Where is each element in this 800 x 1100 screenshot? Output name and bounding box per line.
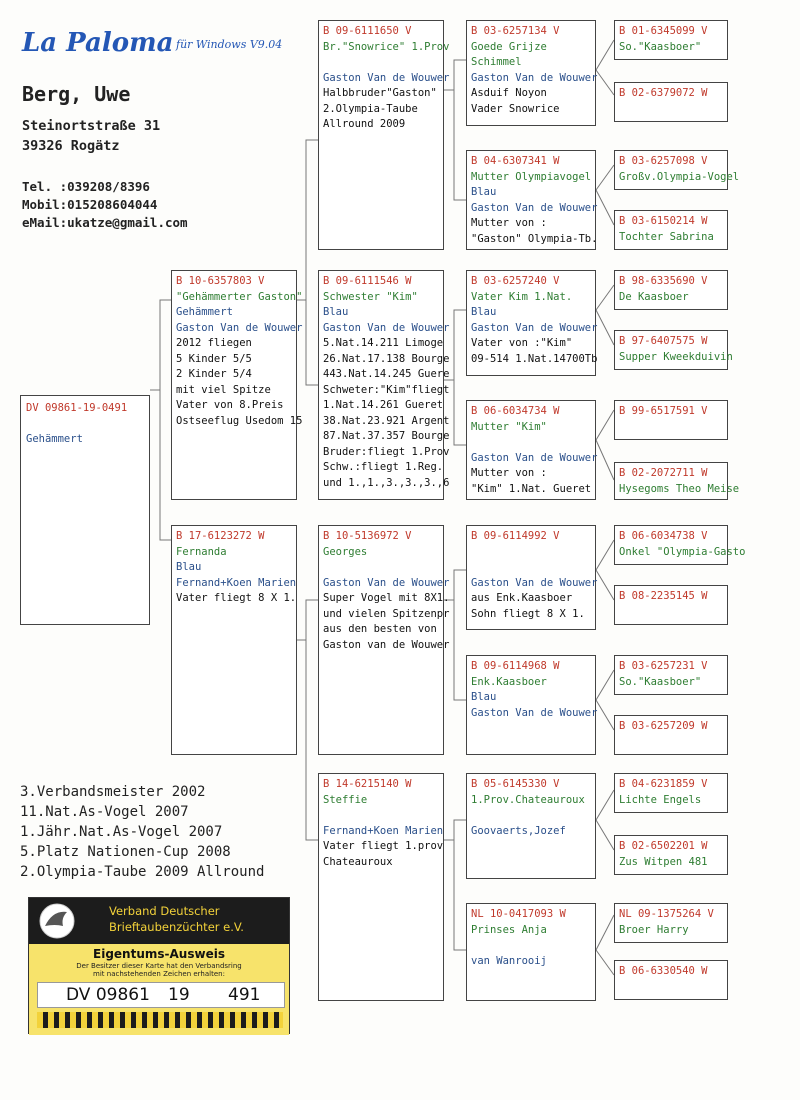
remark: Sohn fliegt 8 X 1. xyxy=(471,607,585,620)
pedigree-box-gen3-1 xyxy=(466,20,596,126)
pedigree-box-gen4-5 xyxy=(614,270,728,310)
ring-number: NL 09-1375264 V xyxy=(619,908,714,920)
breeder: Gaston Van de Wouwer xyxy=(471,576,598,589)
remark: 2 Kinder 5/4 xyxy=(176,368,252,380)
pedigree-box-gen4-11 xyxy=(614,655,728,695)
bird-name: So."Kaasboer" xyxy=(619,40,702,53)
remark: 5 Kinder 5/5 xyxy=(176,352,252,365)
breeder: Fernand+Koen Marien xyxy=(323,824,444,837)
card-header xyxy=(29,898,289,944)
achievement-item: 11.Nat.As-Vogel 2007 xyxy=(20,804,189,820)
remark: aus den besten von xyxy=(323,623,437,635)
ring-number: B 03-6257134 V xyxy=(471,25,560,37)
bird-color: Gehämmert xyxy=(176,306,233,318)
breeder: Gaston Van de Wouwer xyxy=(471,451,598,464)
main-bird-ring: DV 09861-19-0491 xyxy=(26,402,128,414)
card-pattern-strip xyxy=(37,1012,283,1028)
remark: Vater von :"Kim" xyxy=(471,337,573,349)
bird-name: Lichte Engels xyxy=(619,793,702,806)
breeder: Gaston Van de Wouwer xyxy=(323,71,450,84)
ring-number: B 06-6330540 W xyxy=(619,965,708,977)
card-ring-field xyxy=(37,982,285,1008)
bird-name: Broer Harry xyxy=(619,923,689,936)
pedigree-box-gen4-15 xyxy=(614,903,728,943)
ring-number: B 97-6407575 W xyxy=(619,335,708,347)
remark: 1.Nat.14.261 Gueret xyxy=(323,399,444,411)
remark: Asduif Noyon xyxy=(471,87,547,99)
ring-number: B 04-6307341 W xyxy=(471,155,560,167)
app-logo-subtitle: für Windows V9.04 xyxy=(176,38,283,51)
ring-number: B 03-6257098 V xyxy=(619,155,708,167)
pedigree-box-gen3-3 xyxy=(466,270,596,376)
pedigree-box-gen4-9 xyxy=(614,525,746,565)
remark: Allround 2009 xyxy=(323,118,406,130)
remark: 26.Nat.17.138 Bourge xyxy=(323,352,450,365)
remark: Chateauroux xyxy=(323,855,393,868)
ring-number: NL 10-0417093 W xyxy=(471,908,566,920)
bird-name: Enk.Kaasboer xyxy=(471,675,547,688)
pedigree-box-gen3-8 xyxy=(466,903,596,1001)
pedigree-box-father xyxy=(171,270,303,500)
ring-number: B 98-6335690 V xyxy=(619,275,708,287)
breeder: Fernand+Koen Marien xyxy=(176,576,297,589)
bird-name: Schwester "Kim" xyxy=(323,290,418,303)
remark: Vater fliegt 1.prov xyxy=(323,840,444,852)
remark: mit viel Spitze xyxy=(176,383,271,396)
owner-street: Steinortstraße 31 xyxy=(22,118,161,134)
bird-name: Prinses Anja xyxy=(471,923,547,936)
card-desc-line1: Der Besitzer dieser Karte hat den Verbandsring xyxy=(76,962,242,970)
breeder: Gaston Van de Wouwer xyxy=(471,706,598,719)
breeder: Gaston Van de Wouwer xyxy=(471,71,598,84)
bird-name: "Gehämmerter Gaston" xyxy=(176,290,303,303)
ring-number: B 03-6257209 W xyxy=(619,720,708,732)
ring-number: B 09-6114968 W xyxy=(471,660,560,672)
ring-number: B 10-5136972 V xyxy=(323,530,412,542)
pedigree-box-mm xyxy=(318,773,444,1001)
pedigree-box-gen4-10 xyxy=(614,585,728,625)
card-desc-line2: mit nachstehenden Zeichen erhalten: xyxy=(93,970,225,978)
remark: Bruder:fliegt 1.Prov xyxy=(323,445,450,458)
achievement-item: 3.Verbandsmeister 2002 xyxy=(20,784,206,800)
breeder: Goovaerts,Jozef xyxy=(471,824,566,837)
achievements-list xyxy=(20,782,264,882)
ring-number: B 06-6034738 V xyxy=(619,530,708,542)
remark: 2.Olympia-Taube xyxy=(323,102,418,115)
bird-name: Steffie xyxy=(323,793,368,806)
pedigree-box-ff xyxy=(318,20,450,250)
ring-number: B 03-6150214 W xyxy=(619,215,708,227)
bird-name: Mutter Olympiavogel xyxy=(471,170,592,183)
remark: Vater von 8.Preis xyxy=(176,399,284,411)
bird-name: Onkel "Olympia-Gasto xyxy=(619,545,746,558)
bird-name: De Kaasboer xyxy=(619,290,689,303)
app-logo: La Paloma xyxy=(22,28,174,58)
remark: und vielen Spitzenpr xyxy=(323,607,450,620)
bird-color: Schimmel xyxy=(471,56,522,68)
bird-name: Hysegoms Theo Meise xyxy=(619,482,740,495)
achievement-item: 5.Platz Nationen-Cup 2008 xyxy=(20,844,231,860)
ring-number: B 03-6257231 V xyxy=(619,660,708,672)
pedigree-box-gen4-3 xyxy=(614,150,740,190)
bird-name: Fernanda xyxy=(176,545,227,558)
bird-color: Blau xyxy=(323,306,349,318)
pedigree-box-gen4-12 xyxy=(614,715,728,755)
card-ring-number: 491 xyxy=(228,985,261,1005)
pedigree-box-gen3-6 xyxy=(466,655,596,755)
ring-number: B 09-6111546 W xyxy=(323,275,412,287)
remark: Gaston van de Wouwer xyxy=(323,638,450,651)
ring-number: B 02-2072711 W xyxy=(619,467,708,479)
pedigree-box-gen4-6 xyxy=(614,330,733,370)
ring-number: B 05-6145330 V xyxy=(471,778,560,790)
bird-name: Tochter Sabrina xyxy=(619,230,714,243)
remark: 443.Nat.14.245 Guere xyxy=(323,368,450,380)
ownership-card xyxy=(28,897,290,1034)
bird-name: 1.Prov.Chateauroux xyxy=(471,793,585,806)
pigeon-logo-icon xyxy=(37,902,77,940)
pedigree-box-gen4-7 xyxy=(614,400,728,440)
pedigree-box-gen4-4 xyxy=(614,210,728,250)
remark: aus Enk.Kaasboer xyxy=(471,592,573,604)
bird-color: Blau xyxy=(471,306,497,318)
pedigree-box-gen3-4 xyxy=(466,400,596,500)
main-bird-box xyxy=(20,395,150,625)
ring-number: B 99-6517591 V xyxy=(619,405,708,417)
ring-number: B 08-2235145 W xyxy=(619,590,708,602)
owner-tel: Tel. :039208/8396 xyxy=(22,179,150,194)
bird-name: Mutter "Kim" xyxy=(471,420,547,433)
pedigree-box-gen3-2 xyxy=(466,150,596,250)
achievement-item: 1.Jähr.Nat.As-Vogel 2007 xyxy=(20,824,223,840)
main-bird-color: Gehämmert xyxy=(26,433,83,445)
remark: Vader Snowrice xyxy=(471,102,560,115)
remark: Mutter von : xyxy=(471,217,547,229)
pedigree-box-gen4-16 xyxy=(614,960,728,1000)
ring-number: B 02-6502201 W xyxy=(619,840,708,852)
bird-name: Goede Grijze xyxy=(471,40,547,53)
remark: Schweter:"Kim"fliegt xyxy=(323,383,450,396)
ring-number: B 03-6257240 V xyxy=(471,275,560,287)
pedigree-box-gen4-2 xyxy=(614,82,728,122)
remark: und 1.,1.,3.,3.,3.,6 xyxy=(323,476,450,489)
bird-name: Zus Witpen 481 xyxy=(619,855,708,868)
pedigree-box-gen4-13 xyxy=(614,773,728,813)
breeder: van Wanrooij xyxy=(471,954,547,967)
remark: Super Vogel mit 8X1. xyxy=(323,592,450,604)
remark: 2012 fliegen xyxy=(176,337,252,349)
remark: 38.Nat.23.921 Argent xyxy=(323,414,450,427)
bird-name: Vater Kim 1.Nat. xyxy=(471,290,573,303)
owner-city: 39326 Rogätz xyxy=(22,138,120,154)
ring-number: B 09-6111650 V xyxy=(323,25,412,37)
bird-color: Blau xyxy=(471,691,497,703)
pedigree-box-mf xyxy=(318,525,450,755)
breeder: Gaston Van de Wouwer xyxy=(471,321,598,334)
remark: 09-514 1.Nat.14700Tb xyxy=(471,352,598,365)
bird-color: Blau xyxy=(471,186,497,198)
bird-name: Br."Snowrice" 1.Prov xyxy=(323,40,450,53)
pedigree-box-gen3-7 xyxy=(466,773,596,879)
pedigree-box-fm xyxy=(318,270,450,500)
pedigree-box-gen4-14 xyxy=(614,835,728,875)
bird-color: Blau xyxy=(176,561,202,573)
breeder: Gaston Van de Wouwer xyxy=(323,576,450,589)
bird-name: Großv.Olympia-Vogel xyxy=(619,170,740,183)
bird-name: Georges xyxy=(323,545,368,558)
remark: "Kim" 1.Nat. Gueret xyxy=(471,482,592,495)
bird-name: Supper Kweekduivin xyxy=(619,350,733,363)
ring-number: B 09-6114992 V xyxy=(471,530,560,542)
achievement-item: 2.Olympia-Taube 2009 Allround xyxy=(20,864,265,880)
pedigree-box-gen4-1 xyxy=(614,20,728,60)
card-title: Eigentums-Ausweis xyxy=(93,947,225,961)
remark: Mutter von : xyxy=(471,467,547,479)
card-org-line2: Brieftaubenzüchter e.V. xyxy=(109,920,244,934)
remark: 87.Nat.37.357 Bourge xyxy=(323,430,450,442)
pedigree-box-gen4-8 xyxy=(614,462,740,500)
pedigree-box-mother xyxy=(171,525,297,755)
ring-number: B 06-6034734 W xyxy=(471,405,560,417)
breeder: Gaston Van de Wouwer xyxy=(176,321,303,334)
remark: Vater fliegt 8 X 1. xyxy=(176,592,297,604)
remark: Halbbruder"Gaston" xyxy=(323,87,437,99)
card-ring-year: 19 xyxy=(168,985,190,1005)
ring-number: B 10-6357803 V xyxy=(176,275,265,287)
bird-name: So."Kaasboer" xyxy=(619,675,702,688)
card-body xyxy=(29,944,289,1035)
remark: Schw.:fliegt 1.Reg. xyxy=(323,461,444,473)
ring-number: B 04-6231859 V xyxy=(619,778,708,790)
ring-number: B 01-6345099 V xyxy=(619,25,708,37)
ring-number: B 02-6379072 W xyxy=(619,87,708,99)
ring-number: B 14-6215140 W xyxy=(323,778,412,790)
owner-email: eMail:ukatze@gmail.com xyxy=(22,215,188,230)
owner-mobil: Mobil:015208604044 xyxy=(22,197,158,212)
remark: "Gaston" Olympia-Tb. xyxy=(471,232,598,245)
pedigree-box-gen3-5 xyxy=(466,525,596,630)
breeder: Gaston Van de Wouwer xyxy=(471,201,598,214)
card-ring-country: DV 09861 xyxy=(66,985,150,1005)
owner-name: Berg, Uwe xyxy=(22,82,131,106)
ring-number: B 17-6123272 W xyxy=(176,530,265,542)
card-org-line1: Verband Deutscher xyxy=(109,904,220,918)
remark: 5.Nat.14.211 Limoge xyxy=(323,337,444,349)
remark: Ostseeflug Usedom 15 xyxy=(176,414,303,427)
breeder: Gaston Van de Wouwer xyxy=(323,321,450,334)
